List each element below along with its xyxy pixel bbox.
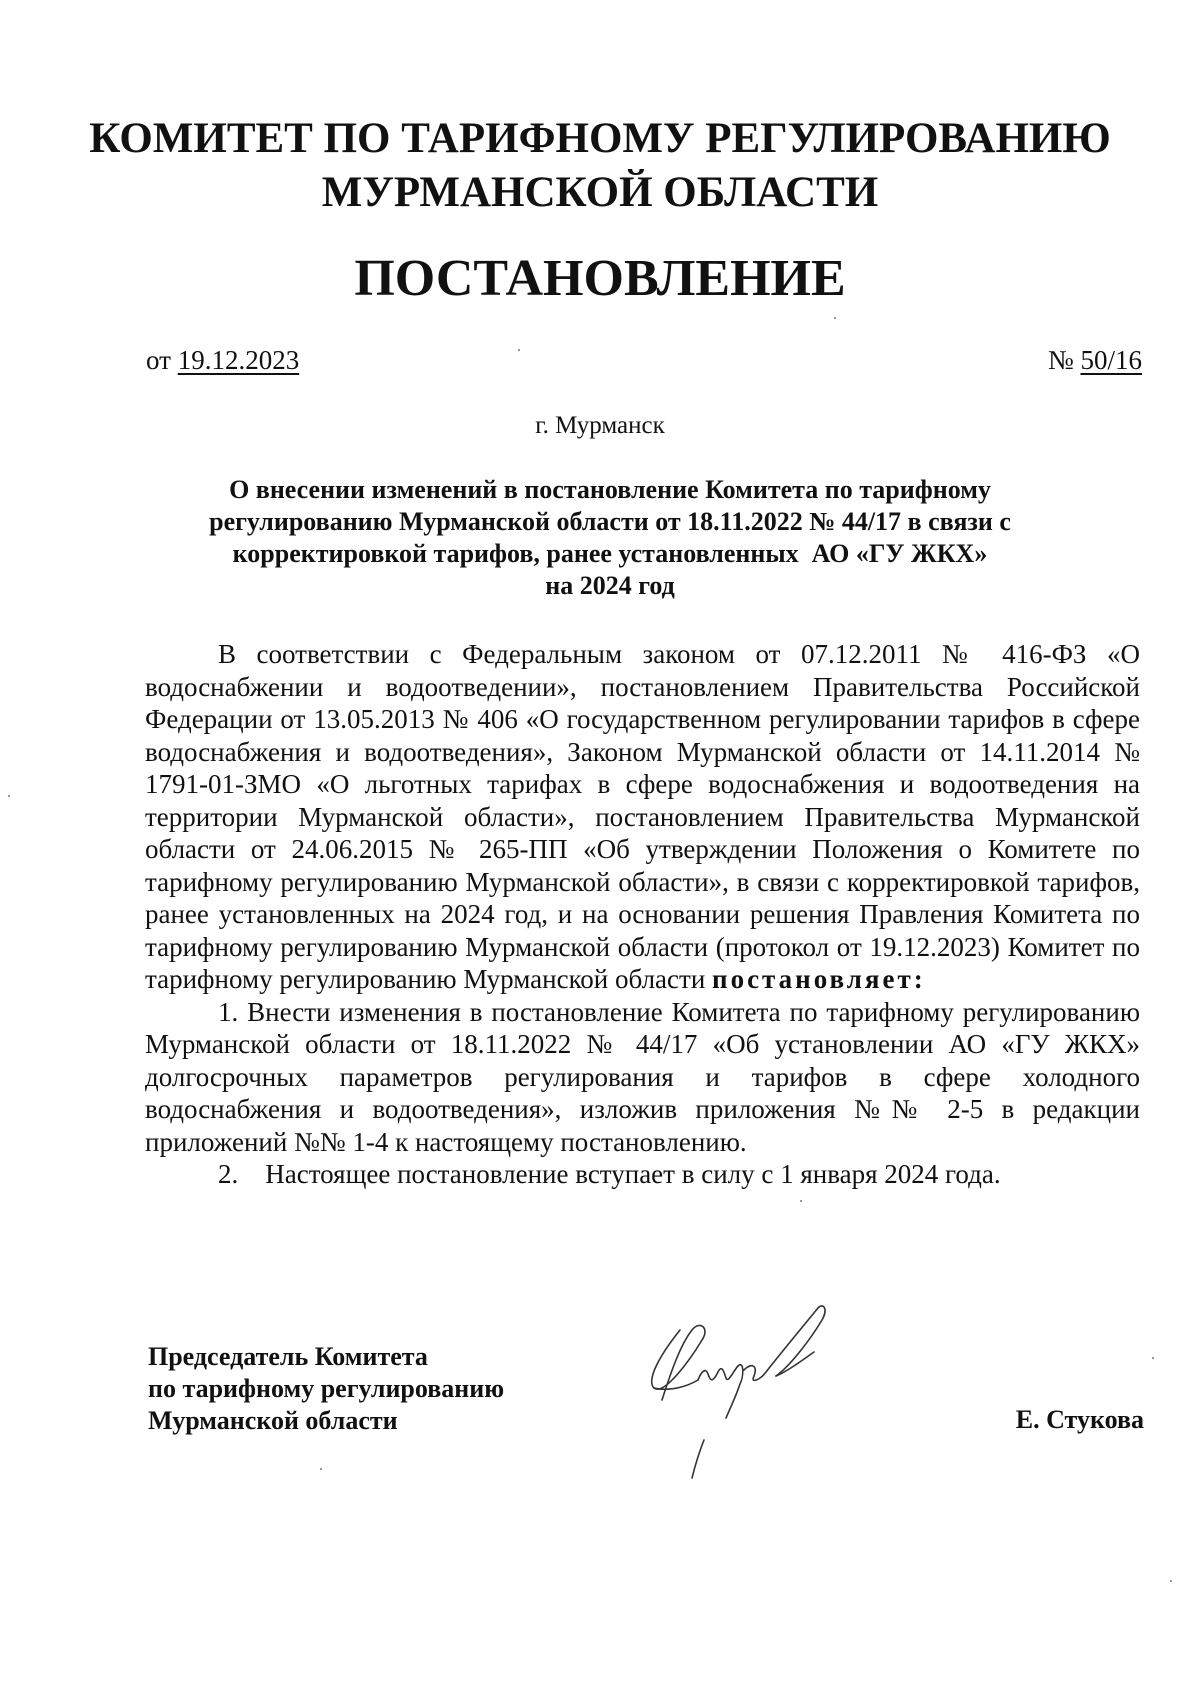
item-1-number: 1. bbox=[218, 996, 239, 1027]
document-type-heading: ПОСТАНОВЛЕНИЕ bbox=[354, 250, 846, 307]
scan-speck bbox=[800, 1200, 802, 1202]
scan-speck bbox=[518, 349, 520, 351]
list-item bbox=[145, 996, 1140, 1159]
preamble-paragraph bbox=[145, 638, 1140, 996]
scan-speck bbox=[1170, 1580, 1172, 1582]
document-date bbox=[146, 344, 299, 376]
item-1-text: Внести изменения в постановление Комитета по тарифному регулированию Мурманской области от 18.11.2022 № 44/17 «Об установлении АО «ГУ ЖКХ» долгосрочных параметров регулирования и тарифов в сфере холодного водоснабжения и водоотведения», изложив приложения №№ 2-5 в редакции приложений №№ 1-4 к настоящему постановлению. bbox=[145, 996, 1140, 1157]
position-line-2: по тарифному регулированию bbox=[148, 1374, 505, 1403]
signer-name: Е. Стукова bbox=[1015, 1405, 1144, 1434]
title-line-3: корректировкой тарифов, ранее установленных АО «ГУ ЖКХ» bbox=[232, 539, 988, 568]
item-2-number: 2. bbox=[218, 1159, 239, 1189]
item-2-text: Настоящее постановление вступает в силу с 1 января 2024 года. bbox=[265, 1159, 1001, 1189]
committee-name-line-2: МУРМАНСКОЙ ОБЛАСТИ bbox=[321, 169, 879, 216]
document-title bbox=[160, 474, 1060, 602]
scan-speck bbox=[1152, 1357, 1154, 1359]
decree-word: постановляет: bbox=[712, 964, 926, 994]
committee-header bbox=[0, 112, 1200, 220]
list-item bbox=[145, 1158, 1140, 1191]
date-value: 19.12.2023 bbox=[177, 345, 300, 375]
title-line-4: на 2024 год bbox=[545, 571, 675, 600]
title-line-2: регулированию Мурманской области от 18.11.2022 № 44/17 в связи с bbox=[209, 507, 1011, 536]
handwritten-signature bbox=[640, 1300, 860, 1490]
committee-name-line-1: КОМИТЕТ ПО ТАРИФНОМУ РЕГУЛИРОВАНИЮ bbox=[89, 115, 1111, 162]
position-line-1: Председатель Комитета bbox=[148, 1342, 428, 1371]
date-prefix: от bbox=[146, 345, 171, 375]
scan-speck bbox=[320, 1468, 322, 1470]
preamble-text: В соответствии с Федеральным законом от 07.12.2011 № 416-ФЗ «О водоснабжении и водоотведении», постановлением Правительства Российской Федерации от 13.05.2013 № 406 «О государственном регулировании тарифов в сфере водоснабжения и водоотведения», Законом Мурманской области от 14.11.2014 № 1791-01-ЗМО «О льготных тарифах в сфере водоснабжения и водоотведения на территории Мурманской области», постановлением Правительства Мурманской области от 24.06.2015 № 265-ПП «Об утверждении Положения о Комитете по тарифному регулированию Мурманской области», в связи с корректировкой тарифов, ранее установленных на 2024 год, и на основании решения Правления Комитета по тарифному регулированию Мурманской области (протокол от 19.12.2023) Комитет по тарифному регулированию Мурманской области bbox=[145, 639, 1140, 994]
document-body bbox=[145, 638, 1140, 1191]
scan-speck bbox=[834, 317, 836, 319]
scan-speck bbox=[8, 795, 10, 797]
city-line: г. Мурманск bbox=[535, 412, 665, 439]
signatory-position bbox=[148, 1341, 504, 1437]
document-number bbox=[1048, 344, 1142, 376]
number-prefix: № bbox=[1047, 345, 1074, 375]
title-line-1: О внесении изменений в постановление Комитета по тарифному bbox=[229, 475, 991, 504]
number-value: 50/16 bbox=[1080, 345, 1142, 375]
position-line-3: Мурманской области bbox=[148, 1406, 398, 1435]
